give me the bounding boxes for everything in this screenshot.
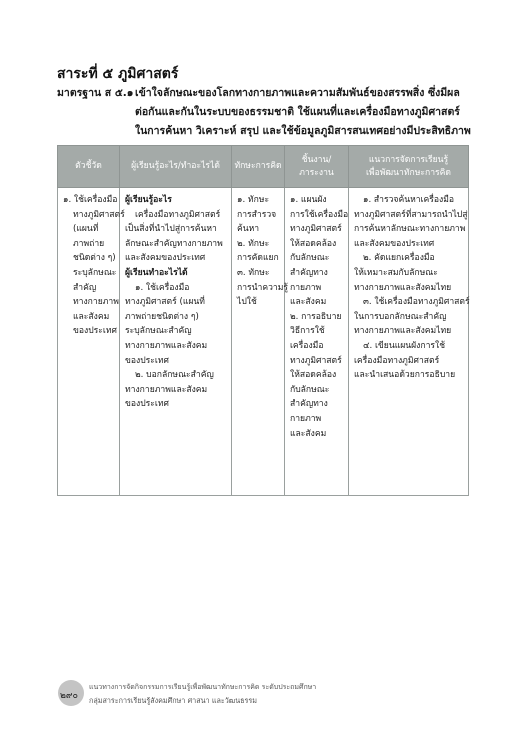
cell-indicator: ๑. ใช้เครื่องมือ ทางภูมิศาสตร์ (แผนที่ ภาพถ่าย ชนิดต่าง ๆ) ระบุลักษณะ สำคัญ ทางกายภาพ และสังคม ของประเทศ: [58, 188, 120, 496]
page-number: ๒๙๐: [60, 691, 79, 701]
footer-book-title: แนวทางการจัดกิจกรรมการเรียนรู้เพื่อพัฒนาทักษะการคิด ระดับประถมศึกษา: [89, 683, 317, 691]
table-row: [58, 188, 469, 496]
cell-tasks: ๑. แผนผัง การใช้เครื่องมือ ทางภูมิศาสตร์ ให้สอดคล้อง กับลักษณะ สำคัญทาง กายภาพ และสังคม ๒. การอธิบาย วิธีการใช้ เครื่องมือ ทางภูมิศาสตร์ ให้สอดคล้อง กับลักษณะ สำคัญทาง กายภาพ และสังคม: [285, 188, 349, 496]
learn-do-heading: ผู้เรียนทำอะไรได้: [125, 267, 188, 278]
header-indicator: ตัวชี้วัด: [58, 146, 120, 188]
header-tasks: ชิ้นงาน/ ภาระงาน: [285, 146, 349, 188]
cell-approach: ๑. สำรวจค้นหาเครื่องมือ ทางภูมิศาสตร์ที่สามารถนำไปสู่ การค้นหาลักษณะทางกายภาพ และสังคมของประเทศ ๒. คัดแยกเครื่องมือ ให้เหมาะสมกับลักษณะ ทางกายภาพและสังคมไทย ๓. ใช้เครื่องมือทางภูมิศาสตร์ ในการบอกลักษณะสำคัญ ทางกายภาพและสังคมไทย ๔. เขียนแผนผังการใช้ เครื่องมือทางภูมิศาสตร์ และนำเสนอด้วยการอธิบาย: [349, 188, 469, 496]
standard-line: เข้าใจลักษณะของโลกทางกายภาพและความสัมพันธ์ของสรรพสิ่ง ซึ่งมีผล: [135, 87, 460, 99]
header-skills: ทักษะการคิด: [232, 146, 285, 188]
standard-label: มาตรฐาน ส ๕.๑: [57, 87, 134, 99]
cell-learn: ผู้เรียนรู้อะไร เครื่องมือทางภูมิศาสตร์ เป็นสิ่งที่นำไปสู่การค้นหา ลักษณะสำคัญทางกายภาพ และสังคมของประเทศ ผู้เรียนทำอะไรได้ ๑. ใช้เครื่องมือ ทางภูมิศาสตร์ (แผนที่ ภาพถ่ายชนิดต่าง ๆ) ระบุลักษณะสำคัญ ทางกายภาพและสังคม ของประเทศ ๒. บอกลักษณะสำคัญ ทางกายภาพและสังคม ของประเทศ: [120, 188, 232, 496]
cell-skills: ๑. ทักษะ การสำรวจ ค้นหา ๒. ทักษะ การคัดแยก ๓. ทักษะ การนำความรู้ ไปใช้: [232, 188, 285, 496]
header-approach: แนวการจัดการเรียนรู้ เพื่อพัฒนาทักษะการคิด: [349, 146, 469, 188]
table-header-row: [58, 146, 469, 188]
learn-know-heading: ผู้เรียนรู้อะไร: [125, 195, 172, 205]
section-title: สาระที่ ๕ ภูมิศาสตร์: [57, 66, 179, 82]
header-learn: ผู้เรียนรู้อะไร/ทำอะไรได้: [120, 146, 232, 188]
standard-text: [135, 84, 480, 141]
standard-line: ต่อกันและกันในระบบของธรรมชาติ ใช้แผนที่และเครื่องมือทางภูมิศาสตร์: [135, 106, 460, 118]
footer-subject-group: กลุ่มสาระการเรียนรู้สังคมศึกษา ศาสนา และวัฒนธรรม: [89, 696, 258, 705]
curriculum-table: [57, 145, 469, 496]
standard-line: ในการค้นหา วิเคราะห์ สรุป และใช้ข้อมูลภูมิสารสนเทศอย่างมีประสิทธิภาพ: [135, 125, 471, 137]
